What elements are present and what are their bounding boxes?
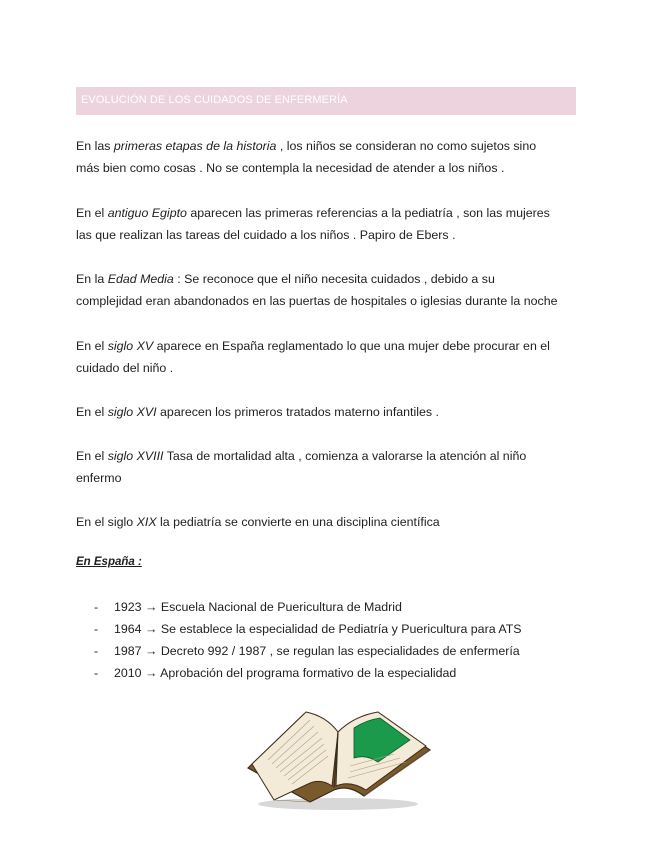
- paragraph-line: complejidad eran abandonados en las puertas de hospitales o iglesias durante la noche: [76, 294, 558, 308]
- list-item: [94, 596, 522, 618]
- paragraph-line: las que realizan las tareas del cuidado a los niños . Papiro de Ebers .: [76, 228, 456, 242]
- timeline-list: [94, 596, 522, 684]
- paragraph-line: En el siglo XV aparece en España reglamentado lo que una mujer debe procurar en el: [76, 339, 550, 353]
- paragraph-antiguo-egipto: [76, 202, 586, 246]
- list-item-text: 1923 → Escuela Nacional de Puericultura de Madrid: [114, 600, 402, 614]
- list-item: [94, 662, 522, 684]
- paragraph-line: En el antiguo Egipto aparecen las primeras referencias a la pediatría , son las mujeres: [76, 206, 550, 220]
- emphasis: Edad Media: [107, 272, 174, 286]
- paragraph-line: cuidado del niño .: [76, 361, 174, 375]
- list-item-text: 1964 → Se establece la especialidad de Pediatría y Puericultura para ATS: [114, 622, 522, 636]
- paragraph-siglo-xvi: [76, 401, 586, 423]
- emphasis: antiguo Egipto: [107, 206, 187, 220]
- emphasis: siglo XVIII: [107, 449, 164, 463]
- list-dash: -: [94, 666, 99, 680]
- emphasis: siglo XVI: [107, 405, 157, 419]
- emphasis: XIX: [136, 515, 157, 529]
- open-book-icon: [244, 706, 432, 812]
- paragraph-siglo-xix: [76, 511, 586, 533]
- emphasis: siglo XV: [107, 339, 154, 353]
- list-item: [94, 640, 522, 662]
- paragraph-line: más bien como cosas . No se contempla la necesidad de atender a los niños .: [76, 161, 505, 175]
- title-bar: [76, 87, 576, 115]
- paragraph-edad-media: [76, 268, 596, 312]
- paragraph-line: En las primeras etapas de la historia , los niños se consideran no como sujetos sino: [76, 139, 537, 153]
- list-dash: -: [94, 622, 99, 636]
- list-dash: -: [94, 644, 99, 658]
- list-item: [94, 618, 522, 640]
- paragraph-siglo-xviii: [76, 445, 586, 489]
- paragraph-line: enfermo: [76, 471, 122, 485]
- paragraph-line: En el siglo XIX la pediatría se convierte en una disciplina científica: [76, 515, 440, 529]
- list-item-text: 2010 → Aprobación del programa formativo de la especialidad: [114, 666, 457, 680]
- list-item-text: 1987 → Decreto 992 / 1987 , se regulan las especialidades de enfermería: [114, 644, 520, 658]
- paragraph-siglo-xv: [76, 335, 586, 379]
- page-title: EVOLUCIÓN DE LOS CUIDADOS DE ENFERMERÍA: [81, 94, 348, 106]
- paragraph-line: En el siglo XVIII Tasa de mortalidad alta , comienza a valorarse la atención al niño: [76, 449, 527, 463]
- emphasis: primeras etapas de la historia: [113, 139, 277, 153]
- paragraph-primeras-etapas: [76, 135, 586, 179]
- section-heading-espana: En España :: [76, 556, 142, 568]
- list-dash: -: [94, 600, 99, 614]
- paragraph-line: En el siglo XVI aparecen los primeros tratados materno infantiles .: [76, 405, 439, 419]
- paragraph-line: En la Edad Media : Se reconoce que el niño necesita cuidados , debido a su: [76, 272, 495, 286]
